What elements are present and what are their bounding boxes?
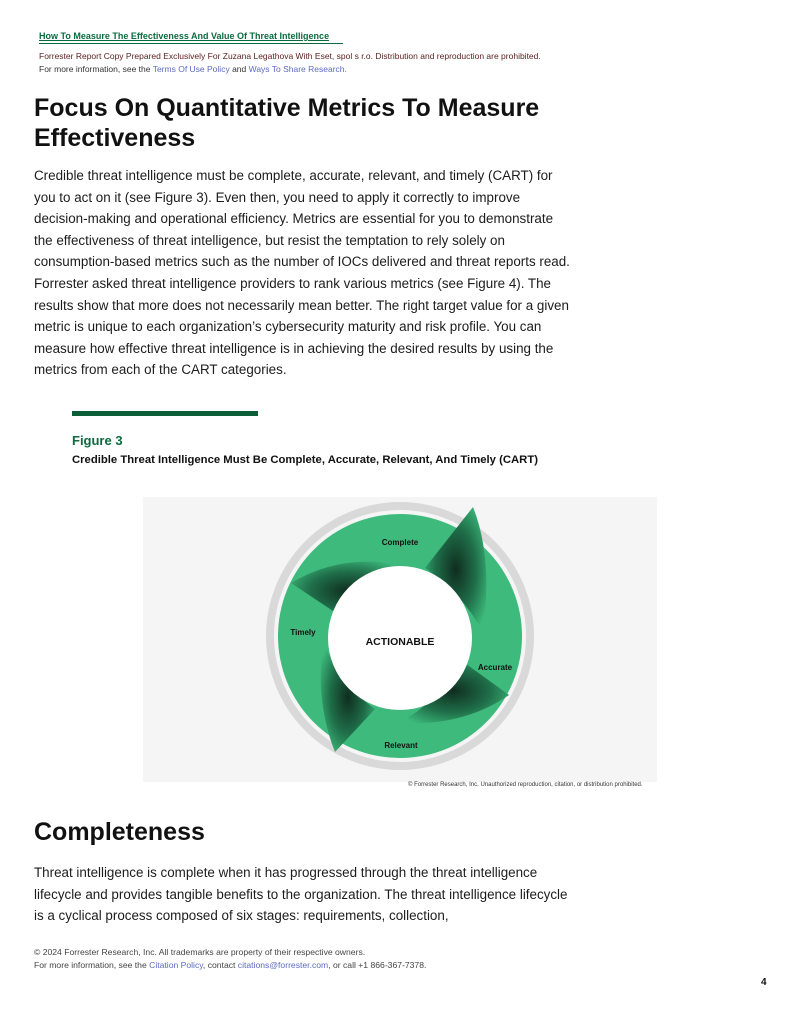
completeness-paragraph: Threat intelligence is complete when it has progressed through the threat intelligence lifecycle and provides tangible benefits to the organization. The threat intelligence lifecycle is a cyclical process composed of six stages: requirements, collection, [34,865,568,924]
report-title-link[interactable]: How To Measure The Effectiveness And Value Of Threat Intelligence [39,31,330,41]
ways-to-share-link[interactable]: Ways To Share Research. [248,64,347,74]
cart-cycle-graphic [143,497,657,782]
distribution-notice: Forrester Report Copy Prepared Exclusively For Zuzana Legathova With Eset, spol s r.o. Distribution and reproduction are prohibited. [39,51,541,61]
citation-policy-link[interactable]: Citation Policy [149,960,203,970]
header-underline [39,43,343,44]
figure-label: Figure 3 [72,433,123,448]
cart-diagram [143,497,657,782]
page-number: 4 [761,977,767,988]
section-heading-completeness: Completeness [34,818,205,846]
info-and: and [229,64,249,74]
info-line [39,64,347,74]
segment-label-complete: Complete [381,538,419,547]
footer-contact-prefix: , contact [202,960,238,970]
figure-title: Credible Threat Intelligence Must Be Complete, Accurate, Relevant, And Timely (CART) [72,454,538,466]
info-prefix: For more information, see the [39,64,153,74]
footer-info-line [34,959,426,972]
segment-label-accurate: Accurate [477,663,513,672]
citations-email-link[interactable]: citations@forrester.com [237,960,329,970]
terms-of-use-link[interactable]: Terms Of Use Policy [152,64,230,74]
footer-copyright: © 2024 Forrester Research, Inc. All trademarks are property of their respective owners. [34,947,366,957]
page-footer [34,946,426,972]
footer-contact-suffix: , or call +1 866-367-7378. [328,960,427,970]
center-label-actionable: ACTIONABLE [365,636,435,648]
metrics-paragraph: Credible threat intelligence must be complete, accurate, relevant, and timely (CART) for you to act on it (see Figure 3). Even then, you need to apply it correctly to improve decision-making and operational efficiency. Metrics are essential for you to demonstrate the effectiveness of threat intelligence, but resist the temptation to rely solely on consumption-based metrics such as the number of IOCs delivered and threat reports read. Forrester asked threat intelligence providers to rank various metrics (see Figure 4). The results show that more does not necessarily mean better. The right target value for a given metric is unique to each organization’s cybersecurity maturity and risk profile. You can measure how effective threat intelligence is in achieving the desired results by using the metrics from each of the CART categories. [34,168,570,378]
section-heading-metrics: Focus On Quantitative Metrics To Measure Effectiveness [34,94,540,152]
segment-label-timely: Timely [290,628,316,637]
footer-info-prefix: For more information, see the [34,960,150,970]
figure-accent-bar [72,411,258,416]
figure-credit: © Forrester Research, Inc. Unauthorized reproduction, citation, or distribution prohibited. [408,782,643,788]
segment-label-relevant: Relevant [384,741,418,750]
